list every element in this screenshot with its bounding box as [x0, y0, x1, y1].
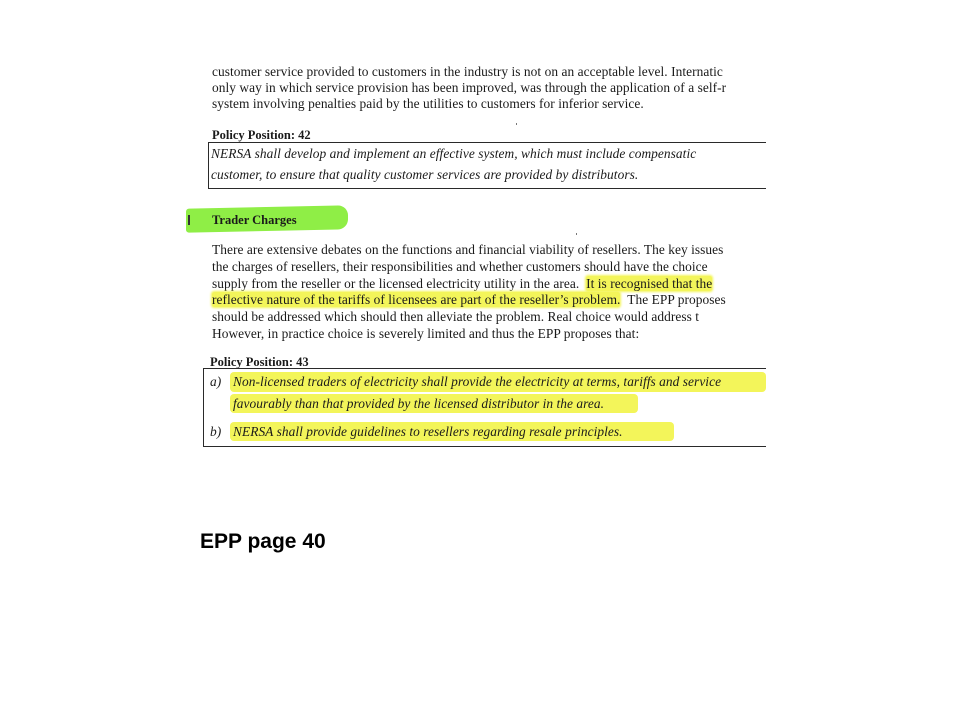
trader-line-4-highlighted: reflective nature of the tariffs of licensees are part of the reseller’s problem. — [212, 292, 621, 307]
policy-43-b-line-1: NERSA shall provide guidelines to resellers regarding resale principles. — [233, 424, 623, 439]
policy-43-a-line-1: Non-licensed traders of electricity shall provide the electricity at terms, tariffs and service — [233, 374, 722, 389]
trader-line-3 — [212, 276, 712, 292]
trader-line-4 — [212, 292, 726, 308]
intro-line-2: only way in which service provision has been improved, was through the application of a self-r — [212, 80, 727, 95]
trader-charges-heading: Trader Charges — [212, 213, 297, 227]
trader-line-1: There are extensive debates on the functions and financial viability of resellers. The key issues — [212, 242, 724, 257]
slide-caption: EPP page 40 — [200, 530, 326, 553]
policy-43-a-line-2: favourably than that provided by the licensed distributor in the area. — [233, 396, 605, 411]
trader-line-2: the charges of resellers, their responsibilities and whether customers should have the choice — [212, 259, 708, 274]
trader-line-4-plain: The EPP proposes — [627, 292, 726, 307]
trader-line-3-plain: supply from the reseller or the licensed electricity utility in the area. — [212, 276, 580, 291]
policy-43-b-marker: b) — [210, 424, 222, 439]
trader-line-3-highlighted: It is recognised that the — [586, 276, 713, 291]
policy-43-a-marker: a) — [210, 374, 222, 389]
scan-speck — [576, 233, 577, 235]
scan-speck — [516, 123, 517, 125]
policy-42-line-2: customer, to ensure that quality customer services are provided by distributors. — [211, 167, 639, 182]
scanned-document-image — [186, 55, 766, 450]
trader-line-6: However, in practice choice is severely limited and thus the EPP proposes that: — [212, 326, 640, 341]
intro-line-1: customer service provided to customers in the industry is not on an acceptable level. Internatic — [212, 64, 723, 79]
policy-43-title: Policy Position: 43 — [210, 355, 309, 369]
policy-42-line-1: NERSA shall develop and implement an effective system, which must include compensatic — [211, 146, 697, 161]
scan-speck — [188, 215, 190, 225]
trader-line-5: should be addressed which should then alleviate the problem. Real choice would address t — [212, 309, 700, 324]
policy-42-title: Policy Position: 42 — [212, 128, 311, 142]
intro-line-3: system involving penalties paid by the utilities to customers for inferior service. — [212, 96, 644, 111]
